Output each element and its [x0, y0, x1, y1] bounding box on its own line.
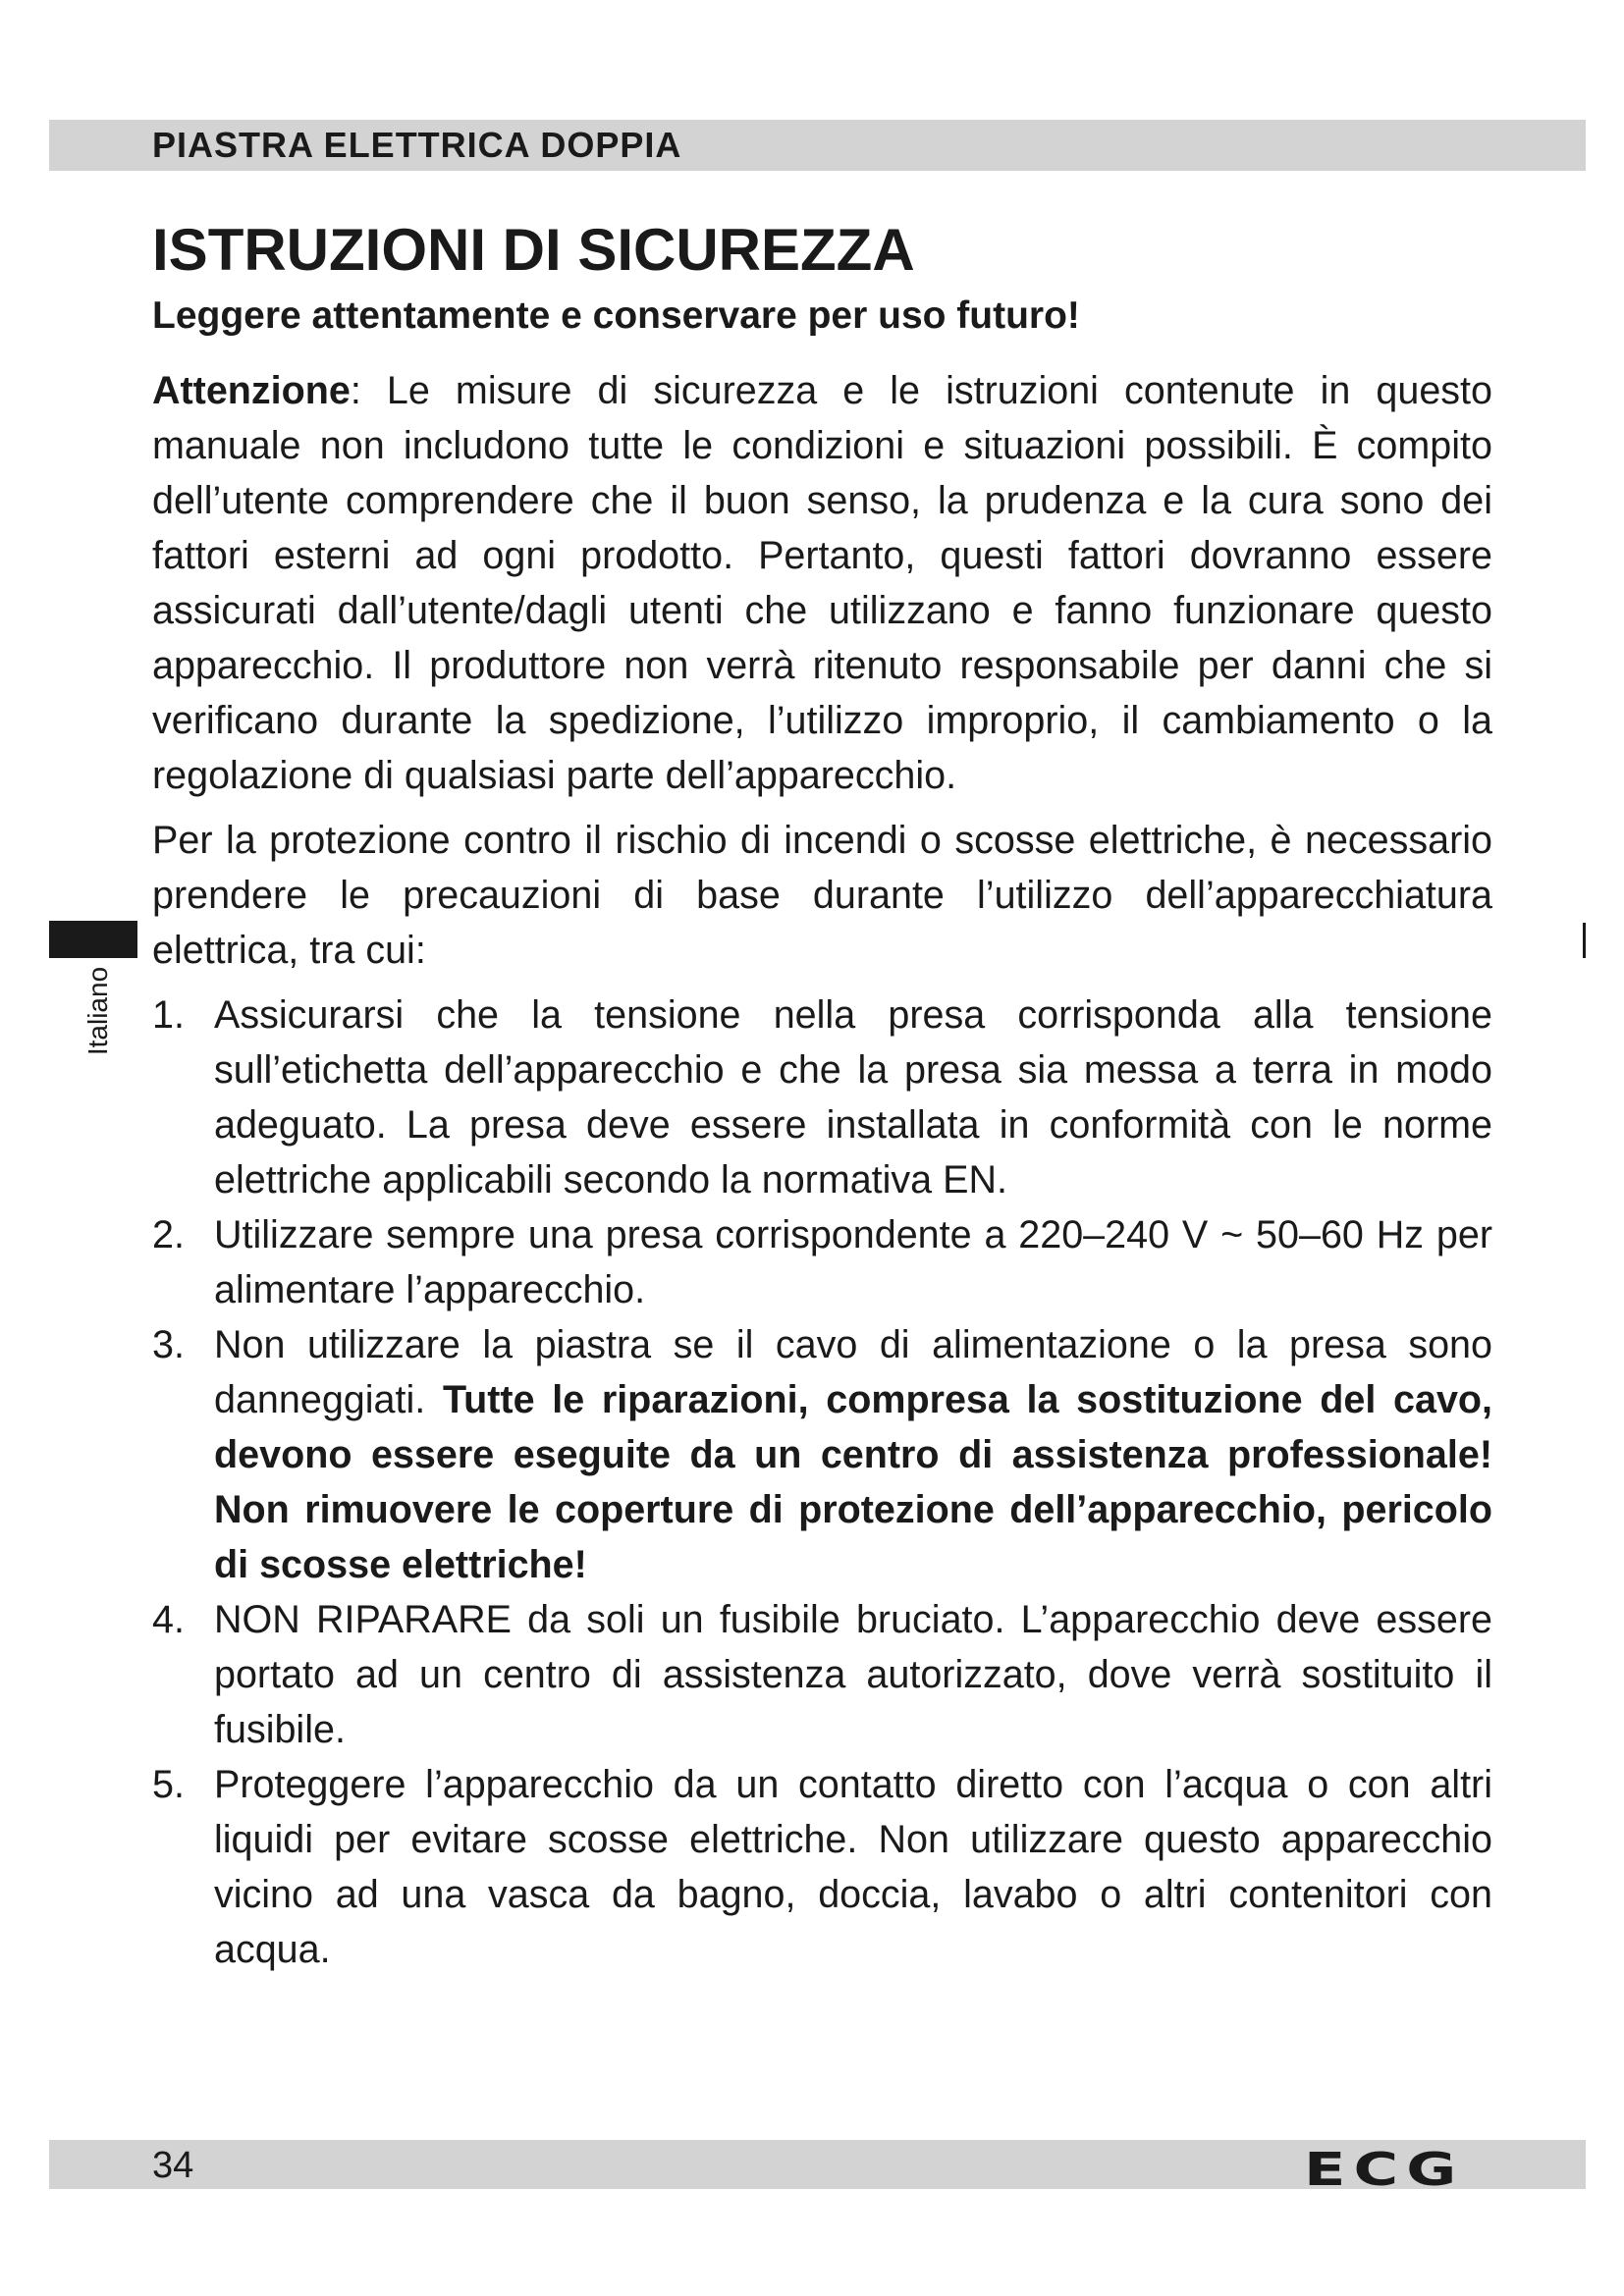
safety-list — [152, 988, 1492, 1977]
item-number: 1. — [152, 993, 185, 1037]
intro-paragraph: Per la protezione contro il rischio di incendi o scosse elettriche, è necessario prendere le precauzioni di base durante l’utilizzo dell’apparecchiatura elettrica, tra cui: — [152, 819, 1492, 972]
item-number: 4. — [152, 1598, 185, 1641]
warning-paragraph — [152, 363, 1492, 803]
list-item — [152, 1317, 1492, 1592]
brand-logo: ECG — [1304, 2143, 1465, 2196]
header-title: PIASTRA ELETTRICA DOPPIA — [152, 125, 682, 165]
margin-mark — [1583, 923, 1586, 958]
page-number: 34 — [152, 2145, 194, 2186]
content — [152, 363, 1492, 1977]
page-title: ISTRUZIONI DI SICUREZZA — [152, 217, 915, 283]
item-bold-text: Tutte le riparazioni, compresa la sostituzione del cavo, devono essere eseguite da un centro di assistenza professionale! Non rimuovere le coperture di protezione dell’apparecchio, pericolo di scosse elettriche! — [214, 1378, 1493, 1586]
list-item — [152, 988, 1492, 1207]
item-number: 5. — [152, 1763, 185, 1806]
item-text: Utilizzare sempre una presa corrispondente a 220–240 V ~ 50–60 Hz per alimentare l’apparecchio. — [214, 1213, 1492, 1311]
warning-label: Attenzione — [152, 369, 351, 412]
list-item — [152, 1592, 1492, 1757]
list-item — [152, 1207, 1492, 1317]
item-number: 3. — [152, 1323, 185, 1366]
subtitle: Leggere attentamente e conservare per uso futuro! — [152, 294, 1080, 337]
list-item — [152, 1757, 1492, 1977]
item-text: Proteggere l’apparecchio da un contatto diretto con l’acqua o con altri liquidi per evitare scosse elettriche. Non utilizzare questo apparecchio vicino ad una vasca da bagno, doccia, lavabo o altri contenitori con acqua. — [214, 1763, 1492, 1971]
item-text: Non utilizzare la piastra se il cavo di alimentazione o la presa sono danneggiati. — [214, 1323, 1492, 1421]
item-number: 2. — [152, 1213, 185, 1256]
item-text: Assicurarsi che la tensione nella presa corrisponda alla tensione sull’etichetta dell’apparecchio e che la presa sia messa a terra in modo adeguato. La presa deve essere installata in conformità con le norme elettriche applicabili secondo la normativa EN. — [214, 993, 1492, 1201]
language-label: Italiano — [82, 966, 113, 1056]
language-tab-marker — [49, 921, 137, 958]
warning-text: : Le misure di sicurezza e le istruzioni contenute in questo manuale non includono tutte le condizioni e situazioni possibili. È compito dell’utente comprendere che il buon senso, la prudenza e la cura sono dei fattori esterni ad ogni prodotto. Pertanto, questi fattori dovranno essere assicurati dall’utente/dagli utenti che utilizzano e fanno funzionare questo apparecchio. Il produttore non verrà ritenuto responsabile per danni che si verificano durante la spedizione, l’utilizzo improprio, il cambiamento o la regolazione di qualsiasi parte dell’apparecchio. — [152, 369, 1492, 797]
item-text: NON RIPARARE da soli un fusibile bruciato. L’apparecchio deve essere portato ad un centro di assistenza autorizzato, dove verrà sostituito il fusibile. — [214, 1598, 1492, 1751]
